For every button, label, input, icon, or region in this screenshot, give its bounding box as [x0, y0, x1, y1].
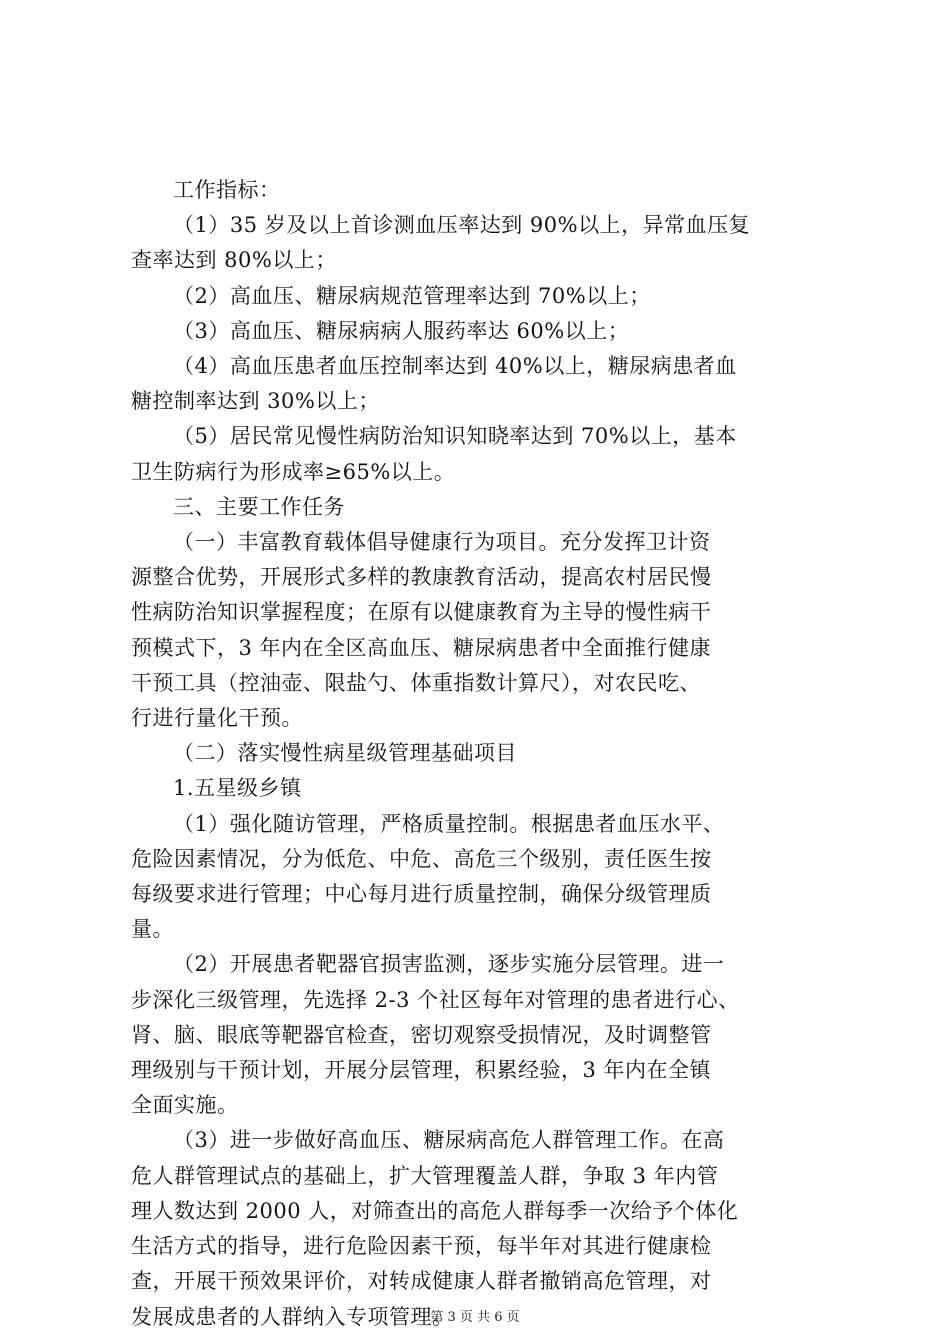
- text-line: 理人数达到 2000 人，对筛查出的高危人群每季一次给予个体化: [131, 1198, 739, 1223]
- body-paragraph: [131, 279, 831, 314]
- text-line: 源整合优势，开展形式多样的教康教育活动，提高农村居民慢: [131, 565, 712, 590]
- text-line: （4）高血压患者血压控制率达到 40%以上，糖尿病患者血: [173, 354, 737, 379]
- body-paragraph: [131, 173, 831, 208]
- text-line: 步深化三级管理，先选择 2-3 个社区每年对管理的患者进行心、: [131, 987, 740, 1012]
- text-line: （5）居民常见慢性病防治知识知晓率达到 70%以上，基本: [173, 424, 737, 449]
- text-line: （3）进一步做好高血压、糖尿病高危人群管理工作。在高: [173, 1128, 725, 1153]
- text-line: （二）落实慢性病星级管理基础项目: [173, 741, 517, 766]
- text-line: 查率达到 80%以上；: [131, 248, 337, 273]
- text-line: 危险因素情况，分为低危、中危、高危三个级别，责任医生按: [131, 846, 712, 871]
- text-line: （1）35 岁及以上首诊测血压率达到 90%以上，异常血压复: [173, 213, 751, 238]
- body-paragraph: [131, 490, 831, 525]
- text-line: 1.五星级乡镇: [173, 776, 302, 801]
- text-line: （2）高血压、糖尿病规范管理率达到 70%以上；: [173, 283, 651, 308]
- text-line: 发展成患者的人群纳入专项管理。: [131, 1304, 454, 1329]
- text-line: 糖控制率达到 30%以上；: [131, 389, 380, 414]
- text-line: 行进行量化干预。: [131, 706, 303, 731]
- body-paragraph: [131, 807, 831, 948]
- text-line: （3）高血压、糖尿病病人服药率达 60%以上；: [173, 318, 630, 343]
- text-line: 卫生防病行为形成率≥65%以上。: [131, 459, 456, 484]
- text-line: 性病防治知识掌握程度；在原有以健康教育为主导的慢性病干: [131, 600, 712, 625]
- text-line: 全面实施。: [131, 1093, 239, 1118]
- text-line: 预模式下，3 年内在全区高血压、糖尿病患者中全面推行健康: [131, 635, 712, 660]
- body-paragraph: [131, 525, 831, 736]
- body-paragraph: [131, 349, 831, 419]
- text-line: 三、主要工作任务: [173, 494, 345, 519]
- text-line: 干预工具（控油壶、限盐勺、体重指数计算尺），对农民吃、: [131, 670, 701, 695]
- text-line: 肾、脑、眼底等靶器官检查，密切观察受损情况，及时调整管: [131, 1022, 712, 1047]
- text-line: 工作指标：: [173, 178, 281, 202]
- body-paragraph: [131, 1123, 831, 1334]
- body-paragraph: [131, 771, 831, 806]
- body-paragraph: [131, 208, 831, 278]
- text-line: （一）丰富教育载体倡导健康行为项目。充分发挥卫计资: [173, 530, 711, 555]
- text-line: （1）强化随访管理，严格质量控制。根据患者血压水平、: [173, 811, 725, 836]
- text-line: 生活方式的指导，进行危险因素干预，每半年对其进行健康检: [131, 1234, 712, 1259]
- body-paragraph: [131, 736, 831, 771]
- text-line: 量。: [131, 917, 174, 942]
- text-line: 危人群管理试点的基础上，扩大管理覆盖人群，争取 3 年内管: [131, 1163, 719, 1188]
- text-line: 查，开展干预效果评价，对转成健康人群者撤销高危管理，对: [131, 1269, 712, 1294]
- document-body: [131, 173, 831, 1335]
- text-line: （2）开展患者靶器官损害监测，逐步实施分层管理。进一: [173, 952, 725, 977]
- body-paragraph: [131, 947, 831, 1123]
- body-paragraph: [131, 419, 831, 489]
- text-line: 每级要求进行管理；中心每月进行质量控制，确保分级管理质: [131, 882, 712, 907]
- page-footer: 第 3 页 共 6 页: [430, 1310, 520, 1325]
- text-line: 理级别与干预计划，开展分层管理，积累经验，3 年内在全镇: [131, 1058, 712, 1083]
- body-paragraph: [131, 314, 831, 349]
